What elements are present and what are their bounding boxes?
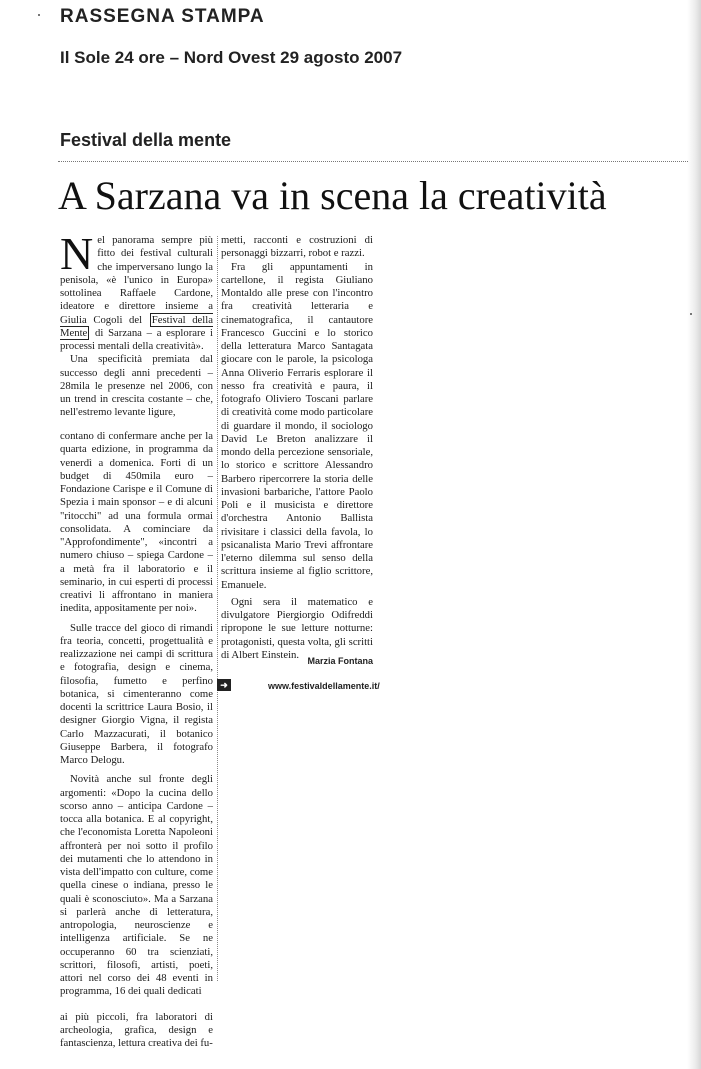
paragraph: Novità anche sul fronte degli argomenti: «Dopo la cucina dello scorso anno – anticipa Cardone – tocca alla botanica. E al copyright, che l'economista Loretta Napoleoni affronterà per noi sotto il profilo dei mutamenti che lo attendono in vista dell'impatto con culture, come quella cinese o indiana, presso le quali è sconosciuto». Ma a Sarzana si parlerà anche di letteratura, antropologia, neuroscienze e intelligenza artificiale. Se ne occuperanno 60 tra scienziati, scrittori, filosofi, artisti, poeti, attori nel corso dei 48 eventi in programma, 16 dei quali dedicati [60, 773, 213, 998]
paragraph: Fra gli appuntamenti in cartellone, il regista Giuliano Montaldo alle prese con l'incontro fra creatività letteraria e cinematografica, il cantautore Francesco Guccini e lo storico della letteratura Marco Santagata giocare con le parole, la psicologa Anna Oliverio Ferraris esplorare il nesso fra creatività e paura, il fotografo Oliviero Toscani parlare di creatività come modo particolare di guardare il mondo, il sociologo David Le Breton analizzare il mondo della percezione sensoriale, lo storico e scrittore Alessandro Barbero ripercorrere la storia delle invasioni barbariche, l'attore Paolo Poli e il musicista e direttore d'orchestra Antonio Ballista rivisitare i classici della favola, lo psicanalista Mario Trevi affrontare l'eterno dilemma sul senso della scrittura insieme al figlio scrittore, Emanuele. [221, 260, 373, 591]
column-rule [217, 236, 218, 981]
article-column-2 [60, 430, 213, 1050]
drop-cap: N [60, 228, 94, 279]
paragraph: Sulle tracce del gioco di rimandi fra teoria, concetti, progettualità e realizzazione nei campi di scrittura e fotografia, design e cinema, filosofia, fumetto e perfino botanica, si cimenteranno come docenti la scrittrice Laura Bosio, il designer Giorgio Vigna, il regista Carlo Mazzacurati, il botanico Giuseppe Barbera, il fotografo Marco Delogu. [60, 621, 213, 766]
paragraph: ai più piccoli, fra laboratori di archeologia, grafica, design e fantascienza, lettura creativa dei fu- [60, 1010, 213, 1049]
section-divider [58, 161, 688, 162]
article-column-3 [221, 234, 373, 662]
author-signature: Marzia Fontana [307, 656, 373, 666]
festival-name-highlight: Festival della Mente [60, 313, 213, 339]
scan-speck [690, 313, 692, 315]
press-review-title: RASSEGNA STAMPA [60, 6, 265, 27]
article-headline: A Sarzana va in scena la creatività [58, 173, 607, 218]
website-link[interactable]: www.festivaldellamente.it/ [268, 681, 380, 691]
paragraph: contano di confermare anche per la quarta edizione, in programma da venerdì a domenica. Forti di un budget di 450mila euro – Fondazione Carispe e il Comune di Spezia i main sponsor – e di alcuni "ritocchi" ad una formula ormai consolidata. A cominciare da "Approfondimente", «incontri a numero chiuso – spiega Cardone – a metà fra il laboratorio e il seminario, in cui esperti di processi creativi li affrontano in maniera inedita, appositamente per noi». [60, 430, 213, 615]
paragraph: Ogni sera il matematico e divulgatore Piergiorgio Odifreddi ripropone le sue letture notturne: protagonisti, questa volta, gli scritti di Albert Einstein. [221, 595, 373, 661]
scan-speck [38, 14, 40, 16]
paragraph: metti, racconti e costruzioni di personaggi bizzarri, robot e razzi. [221, 234, 373, 260]
paragraph: Una specificità premiata dal successo degli anni precedenti – 28mila le presenze nel 2006, con un trend in crescita costante – che, nell'estremo levante ligure, [60, 353, 213, 419]
scan-edge [687, 0, 701, 1069]
section-label: Festival della mente [60, 130, 232, 150]
publication-line: Il Sole 24 ore – Nord Ovest 29 agosto 2007 [60, 48, 403, 67]
arrow-right-icon: ➜ [217, 679, 231, 691]
paragraph-intro: Nel panorama sempre più fitto dei festival culturali che imperversano lungo la penisola, «è l'unico in Europa» sottolinea Raffaele Cardone, ideatore e direttore insieme a Giulia Cogoli del Festival della Mente di Sarzana – a esplorare i processi mentali della creatività». [60, 228, 214, 352]
article-column-1 [60, 228, 214, 420]
